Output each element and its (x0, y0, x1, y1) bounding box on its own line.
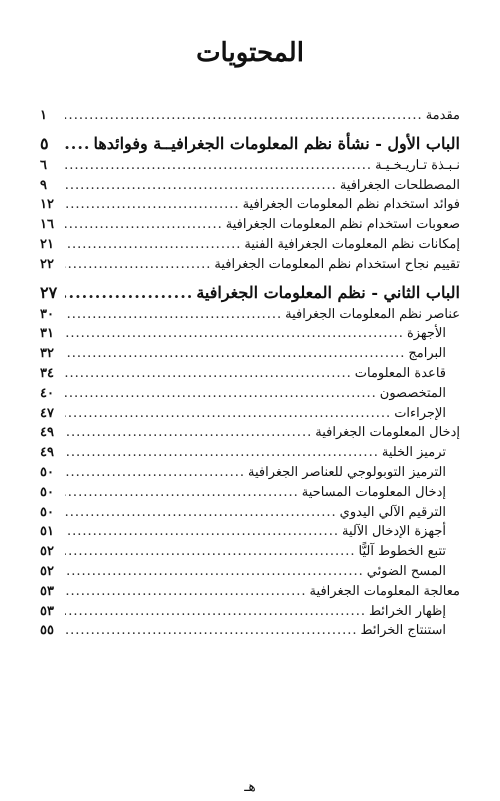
toc-page-number: ٩ (40, 177, 47, 193)
toc-entry-label: المتخصصون (379, 385, 446, 401)
dot-leader (65, 324, 404, 344)
dot-leader (65, 483, 299, 503)
dot-leader (65, 384, 377, 404)
dot-leader (65, 522, 339, 542)
toc-chapter-entry (40, 132, 460, 156)
toc-entry (40, 156, 460, 176)
toc-page-number: ٢١ (40, 236, 54, 252)
toc-entry-label: إمكانات نظم المعلومات الجغرافية الفنية (244, 236, 460, 252)
toc-entry (40, 483, 460, 503)
toc-page-number: ٥٢ (40, 563, 54, 579)
toc-page-number: ١ (40, 108, 47, 123)
toc-entry-label: قاعدة المعلومات (354, 365, 446, 381)
toc-entry (40, 255, 460, 275)
toc-entry-label: إدخال المعلومات الجغرافية (315, 425, 460, 441)
toc-entry (40, 582, 460, 602)
toc-page-number: ٤٧ (40, 405, 54, 421)
toc-page-number: ٥ (40, 133, 49, 153)
toc-entry-label: الترميز التوبولوجي للعناصر الجغرافية (248, 464, 446, 480)
toc-entry-label: استنتاج الخرائط (360, 623, 446, 639)
toc-page-number: ٥٠ (40, 504, 54, 520)
toc-page-number: ٥٠ (40, 484, 54, 500)
dot-leader (65, 106, 423, 126)
toc-page-number: ٢٧ (40, 282, 58, 302)
page-title: المحتويات (196, 38, 304, 68)
toc-entry-label: فوائد استخدام نظم المعلومات الجغرافية (242, 197, 460, 213)
dot-leader (65, 132, 90, 156)
toc-page-number: ٣٤ (40, 365, 54, 381)
toc-page-number: ٥٣ (40, 603, 54, 619)
toc-entry-label: الأجهزة (406, 326, 446, 342)
toc-entry (40, 106, 460, 126)
toc-entry (40, 235, 460, 255)
toc-entry (40, 176, 460, 196)
dot-leader (65, 364, 352, 384)
toc-page-number: ٤٩ (40, 425, 54, 441)
toc-entry-label: تتبع الخطوط آليًّا (358, 544, 446, 560)
toc-entry (40, 364, 460, 384)
toc-page-number: ٤٩ (40, 445, 54, 461)
dot-leader (65, 215, 223, 235)
toc-entry (40, 324, 460, 344)
toc-page-number: ٥٥ (40, 623, 54, 639)
toc-entry-label: تقييم نجاح استخدام نظم المعلومات الجغرافية (214, 256, 460, 272)
toc-entry-label: الباب الثاني - نظم المعلومات الجغرافية (196, 282, 460, 302)
dot-leader (65, 176, 337, 196)
toc-page-number: ٣٠ (40, 306, 54, 322)
page-footer-number: هـ (244, 779, 256, 795)
toc-page-number: ٥٣ (40, 583, 54, 599)
dot-leader (65, 305, 282, 325)
toc-page-number: ٥٠ (40, 464, 54, 480)
dot-leader (65, 503, 337, 523)
toc-entry (40, 602, 460, 622)
toc-entry (40, 463, 460, 483)
dot-leader (65, 423, 312, 443)
toc-entry-label: الباب الأول - نشأة نظم المعلومات الجغرافيــة وفوائدها (93, 133, 460, 153)
toc-entry-label: المسح الضوئي (366, 563, 446, 579)
toc-entry (40, 423, 460, 443)
toc-page-number: ٦ (40, 157, 47, 173)
toc-page-number: ٢٢ (40, 256, 54, 272)
toc-entry-label: الإجراءات (394, 405, 446, 421)
toc-page-number: ٥١ (40, 524, 54, 540)
toc-entry (40, 503, 460, 523)
toc-entry-label: الترقيم الآلي اليدوي (339, 504, 446, 520)
toc-entry (40, 215, 460, 235)
toc-page-number: ٤٠ (40, 385, 54, 401)
dot-leader (65, 443, 379, 463)
dot-leader (65, 281, 193, 305)
toc-entry-label: مقدمة (425, 108, 460, 123)
toc-entry-label: إدخال المعلومات المساحية (301, 484, 446, 500)
toc-entry-label: أجهزة الإدخال الآلية (341, 524, 446, 540)
toc-entry (40, 562, 460, 582)
dot-leader (65, 602, 366, 622)
dot-leader (65, 621, 358, 641)
dot-leader (65, 156, 372, 176)
toc-entry (40, 443, 460, 463)
dot-leader (65, 542, 356, 562)
dot-leader (65, 255, 211, 275)
toc-page-number: ١٢ (40, 197, 54, 213)
toc-entry (40, 404, 460, 424)
dot-leader (65, 404, 391, 424)
toc-entry (40, 384, 460, 404)
toc-entry-label: إظهار الخرائط (368, 603, 446, 619)
toc-entry (40, 522, 460, 542)
toc-entry-label: نـبـذة تـاريـخـيـة (375, 157, 460, 173)
toc-entry (40, 195, 460, 215)
dot-leader (65, 562, 364, 582)
toc-page-number: ١٦ (40, 217, 54, 233)
table-of-contents (40, 106, 460, 641)
toc-page-number: ٥٢ (40, 544, 54, 560)
toc-entry (40, 344, 460, 364)
dot-leader (65, 344, 405, 364)
dot-leader (65, 463, 245, 483)
toc-entry (40, 305, 460, 325)
toc-page-number: ٣٢ (40, 346, 54, 362)
toc-entry-label: عناصر نظم المعلومات الجغرافية (285, 306, 460, 322)
dot-leader (65, 235, 241, 255)
toc-entry (40, 542, 460, 562)
toc-chapter-entry (40, 281, 460, 305)
toc-entry-label: البرامج (408, 346, 446, 362)
toc-entry-label: صعوبات استخدام نظم المعلومات الجغرافية (225, 217, 460, 233)
toc-entry-label: ترميز الخلية (381, 445, 446, 461)
toc-entry-label: المصطلحات الجغرافية (339, 177, 460, 193)
toc-page-number: ٣١ (40, 326, 54, 342)
toc-entry (40, 621, 460, 641)
dot-leader (65, 582, 307, 602)
dot-leader (65, 195, 240, 215)
toc-entry-label: معالجة المعلومات الجغرافية (309, 583, 460, 599)
